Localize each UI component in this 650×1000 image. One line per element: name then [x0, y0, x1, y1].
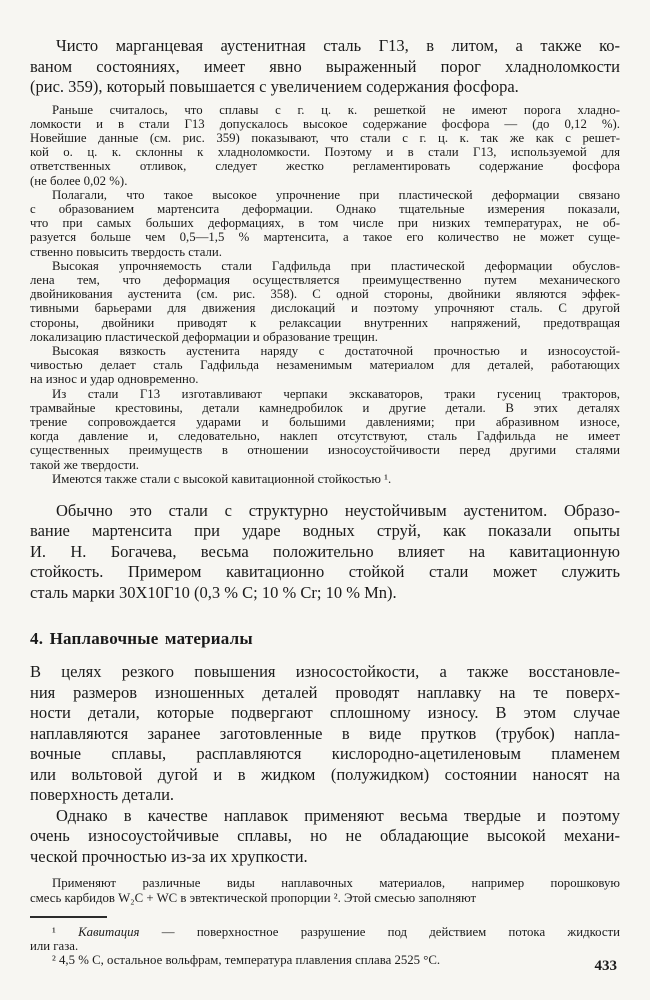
text-line: наплавляются заранее заготовленные в виде прутков (трубок) напла-: [30, 723, 620, 743]
paragraph-surfacing-hardness: [30, 806, 620, 868]
text-line: сталь марки 30Х10Г10 (0,3 % C; 10 % Cr; 10 % Mn).: [30, 582, 397, 602]
text-line: ния размеров изношенных деталей проводят наплавку на те поверх-: [30, 682, 620, 702]
text-line: ческой прочностью из-за их хрупкости.: [30, 846, 308, 866]
text-line: Чисто марганцевая аустенитная сталь Г13, в литом, а также ко-: [56, 36, 620, 55]
text-line: поверхность детали.: [30, 785, 175, 805]
text-line: или газа.: [30, 939, 79, 954]
text-line: Из стали Г13 изготавливают черпаки экскаваторов, траки гусениц тракторов,: [52, 386, 620, 401]
text-line: Раньше считалось, что сплавы с г. ц. к. решеткой не имеют порога хладно-: [52, 102, 620, 117]
text-line: (не более 0,02 %).: [30, 173, 128, 188]
paragraph-hadfield-hardening: [30, 259, 620, 344]
text-line: В целях резкого повышения износостойкости, а также восстановле-: [30, 662, 620, 682]
text-line: локализацию пластической деформации и образование трещин.: [30, 329, 378, 344]
text-line: Применяют различные виды наплавочных материалов, например порошковую: [52, 876, 620, 891]
text-line: Имеются также стали с высокой кавитационной стойкостью ¹.: [52, 471, 392, 486]
text-line: ¹ Кавитация — поверхностное разрушение под действием потока жидкости: [52, 924, 620, 939]
text-line: существенных преимуществ в отношении износоустойчивости перед другими сталями: [30, 443, 620, 458]
footnotes-block: [30, 925, 620, 968]
text-line: смесь карбидов W₂C + WC в эвтектической пропорции ². Этой смесью заполняют: [30, 890, 477, 905]
text-line: стороны, двойники приводят к релаксации внутренних напряжений, предотвращая: [30, 315, 620, 330]
paragraph-martensite-assumption: [30, 188, 620, 259]
text-line: Высокая вязкость аустенита наряду с достаточной прочностью и износоустой-: [52, 343, 620, 358]
paragraph-unstable-austenite: [30, 501, 620, 604]
text-line: Полагали, что такое высокое упрочнение при пластической деформации связано: [52, 187, 620, 202]
footnote-divider: [30, 916, 107, 918]
footnote-cavitation: [30, 925, 620, 953]
text-line: ² 4,5 % C, остальное вольфрам, температура плавления сплава 2525 °C.: [52, 953, 441, 968]
text-line: Новейшие данные (см. рис. 359) показывают, что стали с г. ц. к. так же как с решет-: [30, 130, 620, 145]
text-line: Высокая упрочняемость стали Гадфильда при пластической деформации обуслов-: [52, 258, 620, 273]
paragraph-surfacing-purpose: [30, 662, 620, 806]
text-line: ности детали, которые подвергают сплошному износу. В этом случае: [30, 703, 620, 723]
text-line: на износ и удар одновременно.: [30, 372, 199, 387]
text-line: кой о. ц. к. склонны к хладноломкости. Поэтому и в стали Г13, используемой для: [30, 145, 620, 160]
text-line: с образованием мартенсита деформации. Однако тщательные измерения показали,: [30, 201, 620, 216]
page-number: 433: [594, 958, 617, 974]
paragraph-intro-g13: [30, 36, 620, 98]
text-line: вание мартенсита при ударе водных струй, как показали опыты: [30, 521, 620, 541]
text-line: такой же твердости.: [30, 457, 140, 472]
text-line: ответственных отливок, следует жестко регламентировать содержание фосфора: [30, 159, 620, 174]
paragraph-carbide-mixture: [30, 876, 620, 904]
text-column: [30, 36, 620, 968]
text-line: трамвайные крестовины, детали камнедробилок и другие детали. В этих деталях: [30, 400, 620, 415]
text-line: Однако в качестве наплавок применяют весьма твердые и поэтому: [56, 805, 620, 825]
footnote-tungsten-alloy: [30, 953, 620, 967]
text-line: или вольтовой дугой и в жидком (полужидком) состоянии наносят на: [30, 764, 620, 784]
text-line: тивными барьерами для движения дислокаций и поэтому упрочняют сталь. С другой: [30, 301, 620, 316]
text-line: вочные сплавы, расплавляются кислородно-ацетиленовым пламенем: [30, 744, 620, 764]
text-line: (рис. 359), который повышается с увеличением содержания фосфора.: [30, 77, 519, 96]
text-line: двойникования аустенита (см. рис. 358). С одной стороны, двойники являются эффек-: [30, 287, 620, 302]
text-line: ломкости и в стали Г13 допускалось высокое содержание фосфора — (до 0,12 %).: [30, 116, 620, 131]
section-heading: 4. Наплавочные материалы: [30, 629, 253, 649]
text-line: разуется больше чем 0,5—1,5 % мартенсита, а такое его количество не может суще-: [30, 230, 620, 245]
paragraph-cavitation-steels: [30, 472, 620, 486]
text-line: лена тем, что деформация осуществляется преимущественно путем механического: [30, 272, 620, 287]
text-line: Обычно это стали с структурно неустойчивым аустенитом. Образо-: [56, 500, 620, 520]
text-line: что при самых больших деформациях, в том числе при низких температурах, не об-: [30, 216, 620, 231]
text-line: очень износоустойчивые сплавы, но не обладающие высокой механи-: [30, 826, 620, 846]
paragraph-g13-applications: [30, 387, 620, 472]
text-line: стойкость. Примером кавитационно стойкой стали может служить: [30, 562, 620, 582]
text-line: чивостью делает сталь Гадфильда незаменимым материалом для деталей, работающих: [30, 358, 620, 373]
text-line: ственно повысить твердость стали.: [30, 244, 222, 259]
text-line: И. Н. Богачева, весьма положительно влияет на кавитационную: [30, 541, 620, 561]
paragraph-earlier-beliefs: [30, 103, 620, 188]
text-line: трение сопровождается ударами и большими давлениями; при абразивном износе,: [30, 414, 620, 429]
text-line: ваном состояниях, имеет явно выраженный порог хладноломкости: [30, 56, 620, 76]
text-line: когда давление и, следовательно, наклеп отсутствуют, сталь Гадфильда не имеет: [30, 429, 620, 444]
paragraph-austenite-toughness: [30, 344, 620, 387]
